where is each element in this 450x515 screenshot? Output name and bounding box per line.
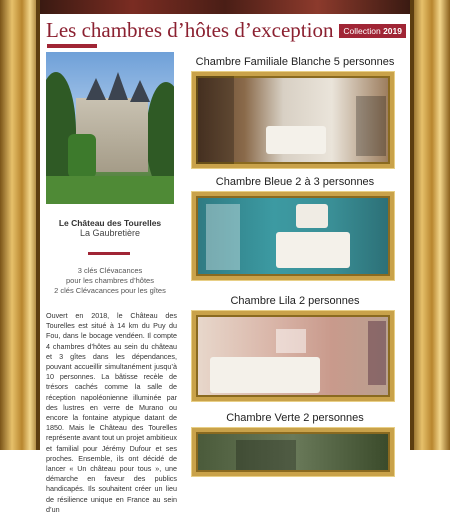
room-title-verte: Chambre Verte 2 personnes (226, 412, 364, 424)
room-photo-blanche (192, 72, 394, 168)
cles-line-1: 3 clés Clévacances (77, 266, 143, 275)
top-banner-strip (40, 0, 410, 14)
badge-label: Collection (343, 26, 381, 36)
title-underline (47, 44, 97, 48)
room-photo-bleue (192, 192, 394, 280)
room-photo-verte (192, 428, 394, 476)
room-title-lila: Chambre Lila 2 personnes (230, 295, 360, 307)
room-title-bleue: Chambre Bleue 2 à 3 personnes (215, 176, 375, 188)
castle-subtitle: La Gaubretière (79, 228, 141, 238)
badge-year: 2019 (383, 26, 402, 36)
room-title-blanche: Chambre Familiale Blanche 5 personnes (195, 56, 395, 68)
castle-name: Le Château des Tourelles (58, 218, 162, 228)
frame-left (0, 0, 40, 450)
frame-right (410, 0, 450, 450)
description-text: Ouvert en 2018, le Château des Tourelles est situé à 14 km du Puy du Fou, dans le bocage vendéen. Il compte 4 chambres d’hôtes au sein du château et 3 gîtes dans les dépendances, pouvant accueillir simultanément jusqu’à 10 personnes. La bâtisse recèle de trésors cachés comme la salle de réception napoléonienne illuminée par des lustres en verre de Murano ou encore la fontaine atypique datant de 1850. Mais le Château des Tourelles représente avant tout un projet ambitieux et familial pour Jérémy Dufour et ses proches. Ensemble, ils ont décidé de lancer « Un château pour tous », une démarche en faveur des publics handicapés. Ils souhaitent créer un lieu de résilience unique en France au sein d’un (46, 311, 177, 514)
brochure-page (40, 14, 410, 514)
room-photo-lila (192, 311, 394, 401)
section-divider (88, 252, 130, 255)
cles-line-2: pour les chambres d’hôtes (66, 276, 154, 285)
page-title: Les chambres d’hôtes d’exception (46, 18, 334, 42)
cles-line-3: 2 clés Clévacances pour les gîtes (54, 286, 166, 295)
castle-photo (46, 52, 174, 204)
collection-badge (339, 24, 406, 38)
